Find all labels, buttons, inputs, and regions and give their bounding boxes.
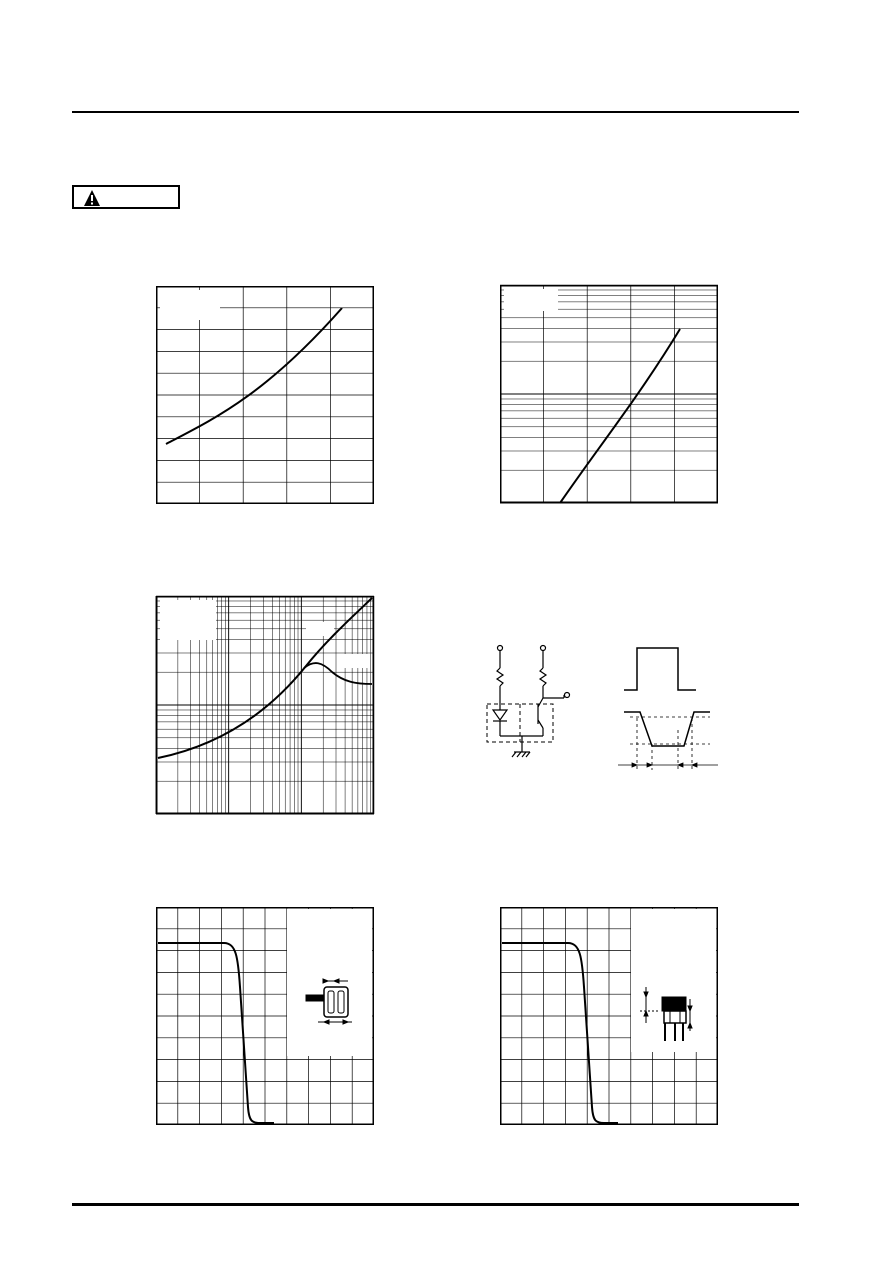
timing-input-pulse [624,648,696,690]
figure-c-label-area-2 [344,654,370,668]
figure-c-chart [156,596,374,814]
figure-a-legend-area [160,290,220,320]
figure-f-chart [500,907,718,1125]
figure-b-grid [500,285,718,503]
figure-a-chart [156,286,374,504]
circuit-terminal-left [498,646,503,651]
circuit-resistor-right [540,668,546,686]
figure-e-chart [156,907,374,1125]
figure-c-legend-area [160,600,216,640]
figure-d-circuit [480,640,720,780]
figure-e-curve [158,943,274,1123]
circuit-led-symbol [493,710,507,720]
figure-b-legend-area [504,289,558,311]
figure-e-inset-area [287,909,372,1056]
figure-c-label-area-1 [306,622,334,636]
figure-f-curve [502,943,618,1123]
figure-f-inset-area [631,909,716,1052]
footer-rule [72,1203,799,1206]
circuit-resistor-left [497,668,503,686]
circuit-terminal-right [541,646,546,651]
figure-a-curve [166,308,342,444]
caution-box [72,185,180,209]
figure-b-curve [560,329,680,503]
timing-interval-markers [618,763,718,767]
warning-triangle-icon [83,189,101,207]
circuit-output-terminal [565,693,570,698]
figure-b-chart [500,285,718,503]
header-rule [72,111,799,113]
